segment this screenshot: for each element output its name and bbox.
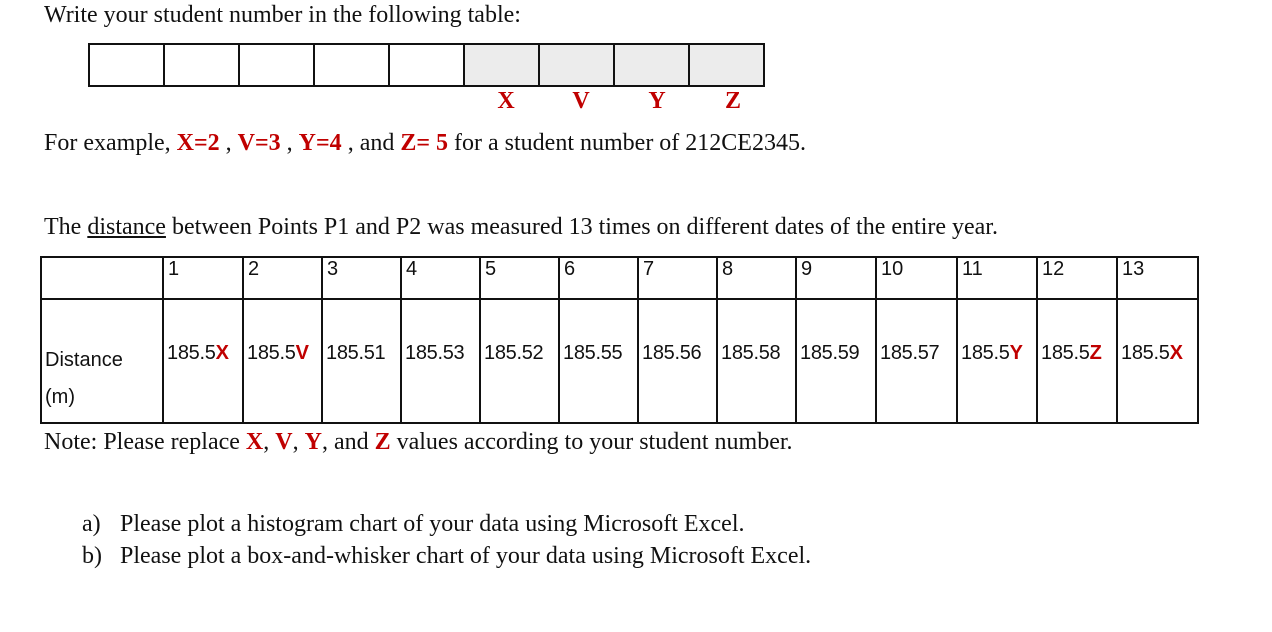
table-header-cell: 1 [163, 257, 243, 299]
table-header-cell: 8 [717, 257, 796, 299]
distance-value-cell: 185.59 [796, 299, 876, 423]
table-header-cell: 5 [480, 257, 559, 299]
student-number-box[interactable] [315, 43, 390, 87]
box-label-z: Z [724, 88, 741, 114]
distance-table [40, 256, 1199, 424]
distance-value-cell: 185.52 [480, 299, 559, 423]
distance-value-cell: 185.58 [717, 299, 796, 423]
measurement-text: The distance between Points P1 and P2 was measured 13 times on different dates of the entire year. [44, 214, 998, 240]
table-header-cell: 9 [796, 257, 876, 299]
student-number-box-v[interactable] [540, 43, 615, 87]
student-number-box-z[interactable] [690, 43, 765, 87]
table-data-row [41, 299, 1198, 423]
box-label-y: Y [648, 88, 666, 114]
example-text: For example, X=2 , V=3 , Y=4 , and Z= 5 for a student number of 212CE2345. [44, 130, 806, 156]
student-number-box[interactable] [90, 43, 165, 87]
distance-value-cell: 185.5V [243, 299, 322, 423]
distance-value-cell: 185.5X [1117, 299, 1198, 423]
task-b: b) Please plot a box-and-whisker chart of your data using Microsoft Excel. [82, 543, 812, 569]
table-header-cell: 6 [559, 257, 638, 299]
note-text: Note: Please replace X, V, Y, and Z values according to your student number. [44, 429, 793, 455]
table-header-cell: 4 [401, 257, 480, 299]
box-label-x: X [497, 88, 515, 114]
row-label: Distance (m) [41, 299, 163, 423]
student-number-box[interactable] [165, 43, 240, 87]
table-header-cell: 11 [957, 257, 1037, 299]
distance-value-cell: 185.5Y [957, 299, 1037, 423]
distance-value-cell: 185.57 [876, 299, 957, 423]
distance-value-cell: 185.51 [322, 299, 401, 423]
student-number-box[interactable] [240, 43, 315, 87]
distance-value-cell: 185.55 [559, 299, 638, 423]
distance-underlined: distance [87, 214, 166, 240]
table-header-cell: 7 [638, 257, 717, 299]
task-marker: b) [82, 543, 102, 569]
intro-text: Write your student number in the following table: [44, 2, 521, 28]
distance-value-cell: 185.5Z [1037, 299, 1117, 423]
table-header-cell: 13 [1117, 257, 1198, 299]
distance-value-cell: 185.5X [163, 299, 243, 423]
distance-value-cell: 185.56 [638, 299, 717, 423]
task-a: a) Please plot a histogram chart of your data using Microsoft Excel. [82, 511, 745, 537]
distance-value-cell: 185.53 [401, 299, 480, 423]
table-header-empty [41, 257, 163, 299]
table-header-cell: 2 [243, 257, 322, 299]
student-number-box-y[interactable] [615, 43, 690, 87]
table-header-cell: 12 [1037, 257, 1117, 299]
student-number-box-x[interactable] [465, 43, 540, 87]
student-number-boxes [88, 43, 765, 87]
table-header-cell: 3 [322, 257, 401, 299]
table-header-row [41, 257, 1198, 299]
table-header-cell: 10 [876, 257, 957, 299]
task-marker: a) [82, 511, 101, 537]
box-label-v: V [572, 88, 590, 114]
student-number-box[interactable] [390, 43, 465, 87]
